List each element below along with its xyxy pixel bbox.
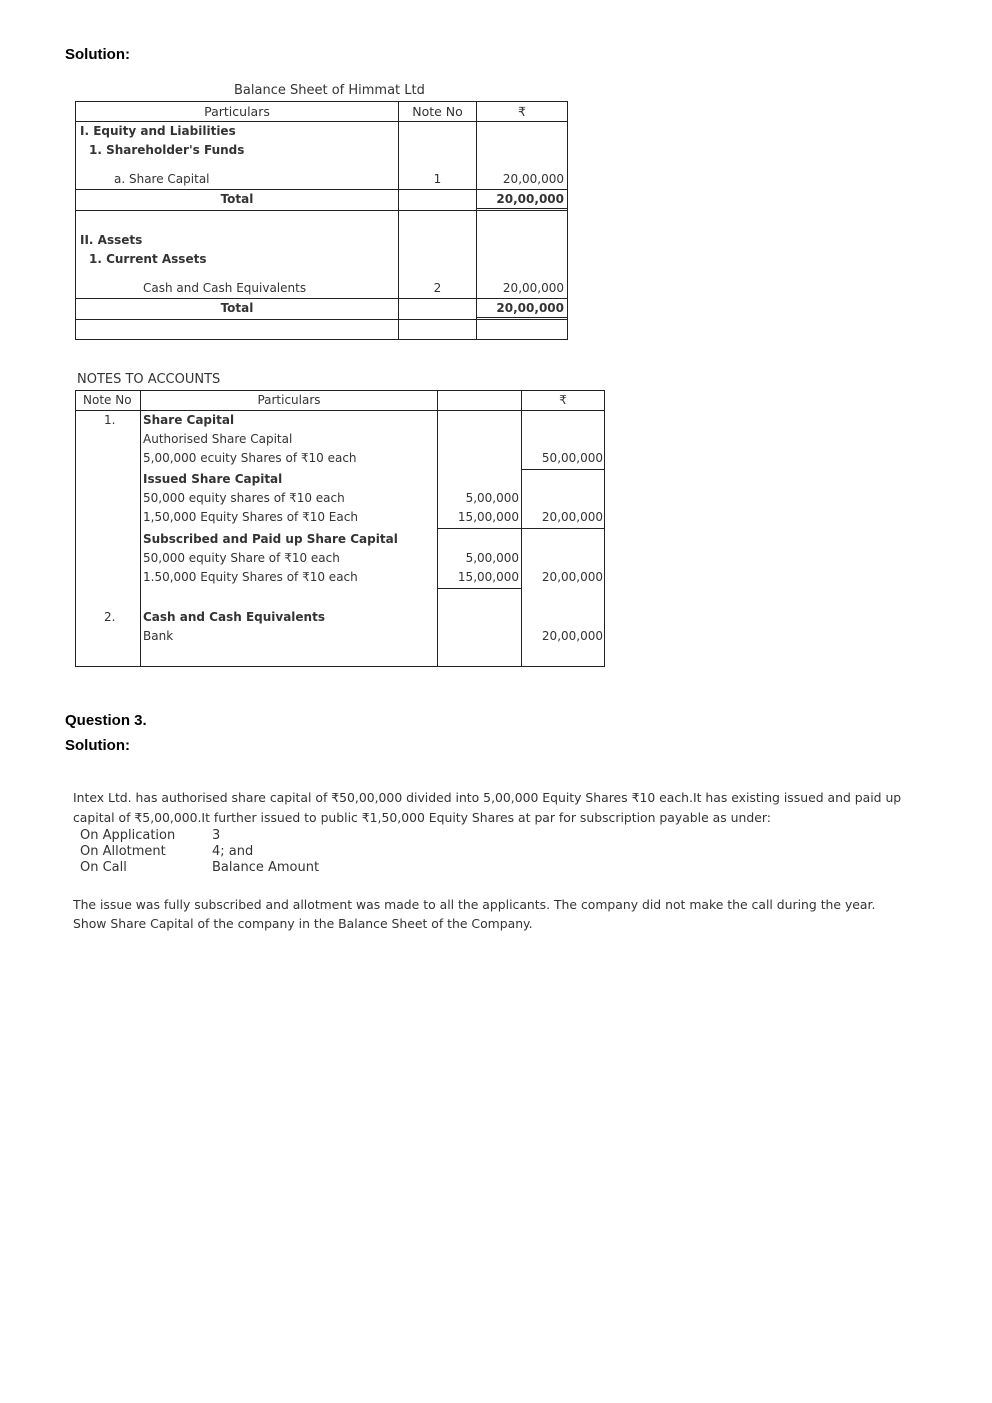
note-sub-amount: 15,00,000	[457, 570, 519, 584]
note-number: 1.	[104, 413, 116, 427]
bs-total-label: Total	[220, 192, 254, 206]
notes-header-divider	[75, 410, 605, 411]
note-line: 1.50,000 Equity Shares of ₹10 each	[143, 570, 358, 584]
bs-total-label: Total	[220, 301, 254, 315]
bs-divider	[75, 210, 568, 211]
note-sub-amount: 5,00,000	[465, 491, 519, 505]
bs-col-divider	[398, 101, 399, 340]
note-sub-amount: 15,00,000	[457, 510, 519, 524]
note-label: Authorised Share Capital	[143, 432, 293, 446]
note-amount: 20,00,000	[541, 510, 603, 524]
note-heading: Share Capital	[143, 413, 235, 427]
bs-border-top	[75, 101, 568, 102]
bs-total-amount: 20,00,000	[496, 192, 564, 206]
bs-total-amount: 20,00,000	[496, 301, 564, 315]
question-line: capital of ₹5,00,000.It further issued to public ₹1,50,000 Equity Shares at par for subscription payable as under:	[73, 810, 771, 825]
notes-border-left	[75, 390, 76, 667]
note-label: Subscribed and Paid up Share Capital	[143, 532, 398, 546]
bs-row-label: a. Share Capital	[114, 172, 210, 186]
bs-header-particulars: Particulars	[204, 104, 270, 119]
bs-row-amount: 20,00,000	[502, 281, 564, 295]
bs-header-note-no: Note No	[412, 104, 463, 119]
bs-row-label: Cash and Cash Equivalents	[143, 281, 307, 295]
bs-row-note: 2	[433, 281, 442, 295]
note-line: 50,000 equity Share of ₹10 each	[143, 551, 340, 565]
schedule-label: On Application	[80, 828, 176, 843]
notes-border-bottom	[75, 666, 605, 667]
solution-heading: Solution:	[65, 46, 130, 63]
note-sub-amount: 5,00,000	[465, 551, 519, 565]
notes-header-note-no: Note No	[83, 393, 132, 407]
bs-row-note: 1	[433, 172, 442, 186]
notes-border-top	[75, 390, 605, 391]
bs-divider	[75, 298, 568, 299]
bs-border-right	[567, 101, 568, 340]
notes-title: NOTES TO ACCOUNTS	[77, 372, 221, 387]
notes-divider	[521, 469, 604, 470]
note-number: 2.	[104, 610, 116, 624]
schedule-value: Balance Amount	[212, 860, 320, 875]
bs-divider	[476, 317, 568, 318]
bs-border-bottom	[75, 339, 568, 340]
bs-section-equity: I. Equity and Liabilities	[80, 124, 236, 138]
schedule-label: On Allotment	[80, 844, 166, 859]
question-line: Show Share Capital of the company in the Balance Sheet of the Company.	[73, 916, 533, 931]
bs-header-divider	[75, 121, 568, 122]
note-amount: 20,00,000	[541, 570, 603, 584]
bs-divider	[75, 189, 568, 190]
notes-header-amount: ₹	[559, 393, 567, 407]
note-amount: 50,00,000	[541, 451, 603, 465]
notes-divider	[437, 528, 604, 529]
schedule-label: On Call	[80, 860, 127, 875]
notes-col-divider	[140, 390, 141, 667]
bs-subsection-current-assets: 1. Current Assets	[89, 252, 207, 266]
note-label: Issued Share Capital	[143, 472, 283, 486]
bs-section-assets: II. Assets	[80, 233, 143, 247]
solution-heading: Solution:	[65, 737, 130, 754]
bs-row-amount: 20,00,000	[502, 172, 564, 186]
notes-divider	[437, 588, 521, 589]
note-line: 5,00,000 ecuity Shares of ₹10 each	[143, 451, 357, 465]
schedule-value: 4; and	[212, 844, 254, 859]
question-line: The issue was fully subscribed and allotment was made to all the applicants. The company did not make the call during the year.	[73, 897, 876, 912]
note-line: Bank	[143, 629, 174, 643]
bs-divider	[476, 208, 568, 209]
balance-sheet-title: Balance Sheet of Himmat Ltd	[234, 83, 425, 98]
note-amount: 20,00,000	[541, 629, 603, 643]
notes-border-right	[604, 390, 605, 667]
bs-divider	[75, 319, 568, 320]
schedule-value: 3	[212, 828, 221, 843]
question-heading: Question 3.	[65, 712, 147, 729]
note-line: 50,000 equity shares of ₹10 each	[143, 491, 345, 505]
bs-header-amount: ₹	[518, 104, 526, 119]
note-line: 1,50,000 Equity Shares of ₹10 Each	[143, 510, 358, 524]
notes-header-particulars: Particulars	[257, 393, 321, 407]
bs-subsection-shareholders: 1. Shareholder's Funds	[89, 143, 245, 157]
question-line: Intex Ltd. has authorised share capital of ₹50,00,000 divided into 5,00,000 Equity Shares ₹10 each.It has existing issued and paid up	[73, 790, 902, 805]
note-heading: Cash and Cash Equivalents	[143, 610, 325, 624]
